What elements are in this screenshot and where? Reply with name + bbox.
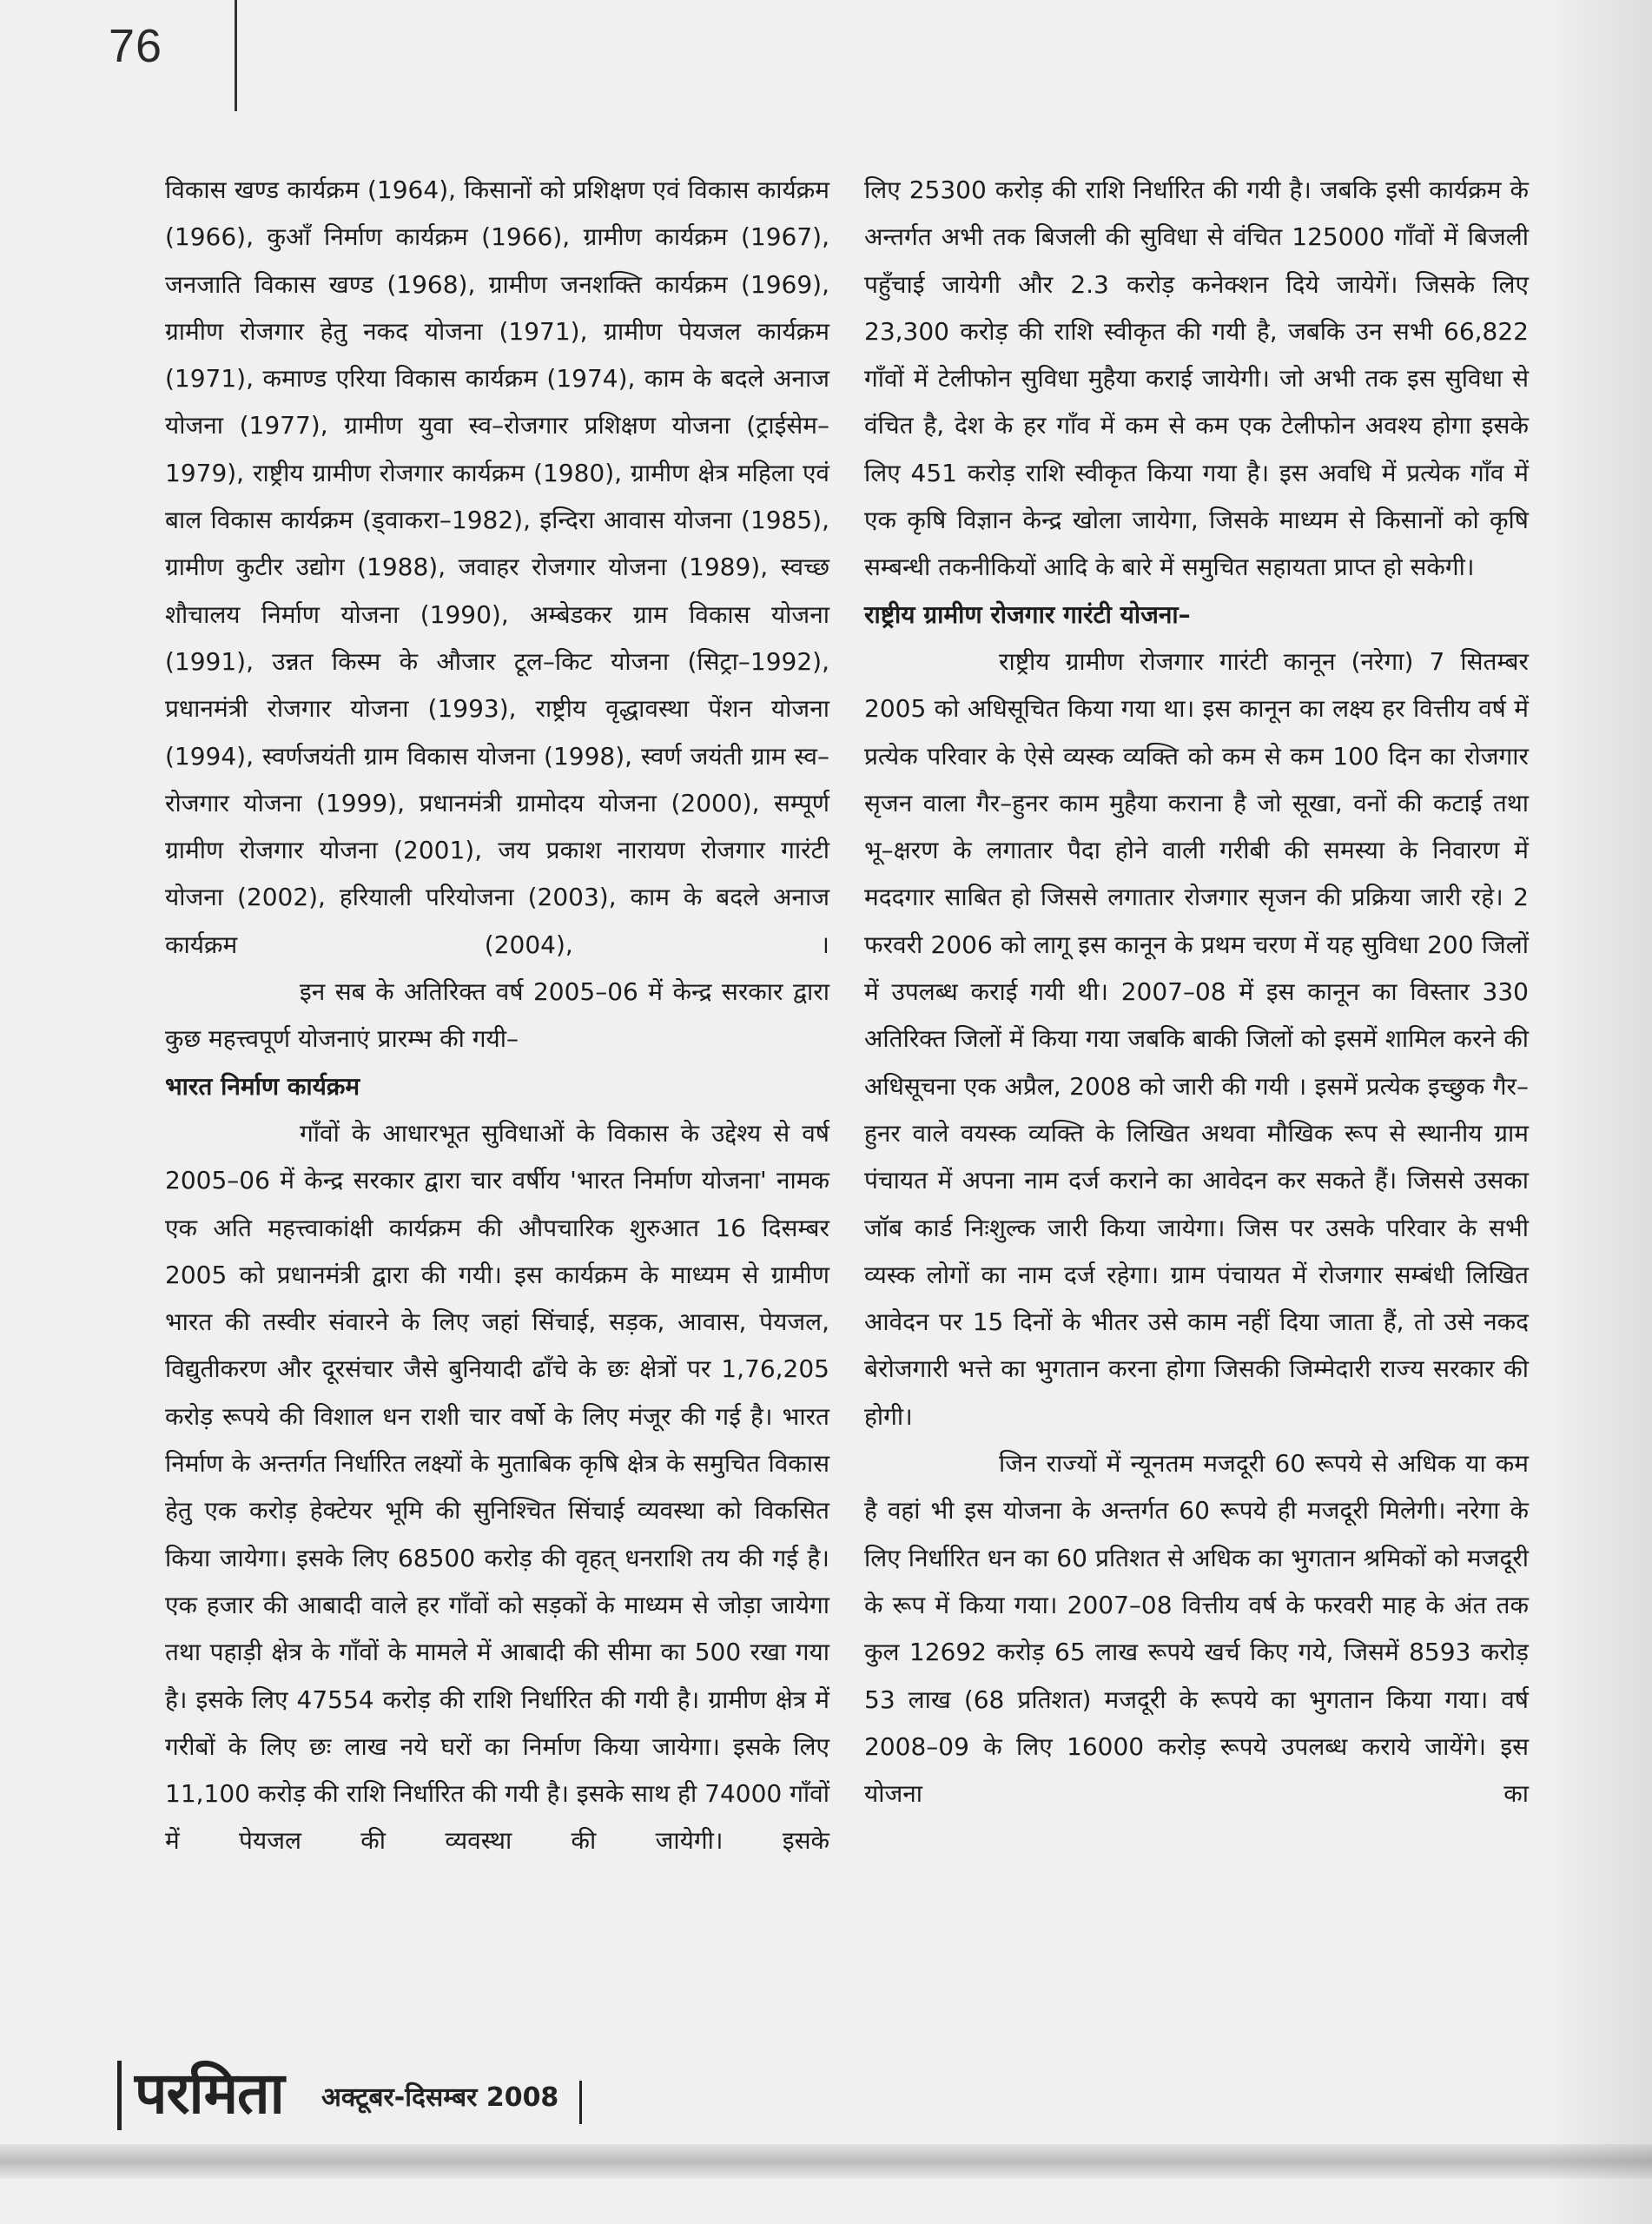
left-paragraph-1: विकास खण्ड कार्यक्रम (1964), किसानों को प्रशिक्षण एवं विकास कार्यक्रम (1966), कुआँ निर्माण कार्यक्रम (1966), ग्रामीण कार्यक्रम (1967), जनजाति विकास खण्ड (1968), ग्रामीण जनशक्ति कार्यक्रम (1969), ग्रामीण रोजगार हेतु नकद योजना (1971), ग्रामीण पेयजल कार्यक्रम (1971), कमाण्ड एरिया विकास कार्यक्रम (1974), काम के बदले अनाज योजना (1977), ग्रामीण युवा स्व–रोजगार प्रशिक्षण योजना (ट्राईसेम–1979), राष्ट्रीय ग्रामीण रोजगार कार्यक्रम (1980), ग्रामीण क्षेत्र महिला एवं बाल विकास कार्यक्रम (ड्वाकरा–1982), इन्दिरा आवास योजना (1985), ग्रामीण कुटीर उद्योग (1988), जवाहर रोजगार योजना (1989), स्वच्छ शौचालय निर्माण योजना (1990), अम्बेडकर ग्राम विकास योजना (1991), उन्नत किस्म के औजार टूल–किट योजना (सिट्रा–1992), प्रधानमंत्री रोजगार योजना (1993), राष्ट्रीय वृद्धावस्था पेंशन योजना (1994), स्वर्णजयंती ग्राम विकास योजना (1998), स्वर्ण जयंती ग्राम स्व–रोजगार योजना (1999), प्रधानमंत्री ग्रामोदय योजना (2000), सम्पूर्ण ग्रामीण रोजगार योजना (2001), जय प्रकाश नारायण रोजगार गारंटी योजना (2002), हरियाली परियोजना (2003), काम के बदले अनाज कार्यक्रम (2004), । [165, 175, 829, 959]
issue-date: अक्टूबर-दिसम्बर 2008 [321, 2082, 559, 2113]
footer-divider-right [579, 2081, 582, 2124]
magazine-logo: परमिता [135, 2060, 284, 2127]
left-column [165, 167, 829, 1865]
left-paragraph-2: इन सब के अतिरिक्त वर्ष 2005–06 में केन्द्र सरकार द्वारा कुछ महत्त्वपूर्ण योजनाएं प्रारम्भ की गयी– [165, 977, 829, 1054]
section-heading-nrega: राष्ट्रीय ग्रामीण रोजगार गारंटी योजना– [864, 599, 1191, 629]
right-paragraph-1: लिए 25300 करोड़ की राशि निर्धारित की गयी है। जबकि इसी कार्यक्रम के अन्तर्गत अभी तक बिजली की सुविधा से वंचित 125000 गाँवों में बिजली पहुँचाई जायेगी और 2.3 करोड़ कनेक्शन दिये जायेगें। जिसके लिए 23,300 करोड़ की राशि स्वीकृत की गयी है, जबकि उन सभी 66,822 गाँवों में टेलीफोन सुविधा मुहैया कराई जायेगी। जो अभी तक इस सुविधा से वंचित है, देश के हर गाँव में कम से कम एक टेलीफोन अवश्य होगा इसके लिए 451 करोड़ राशि स्वीकृत किया गया है। इस अवधि में प्रत्येक गाँव में एक कृषि विज्ञान केन्द्र खोला जायेगा, जिसके माध्यम से किसानों को कृषि सम्बन्धी तकनीकियों आदि के बारे में समुचित सहायता प्राप्त हो सकेगी। [864, 175, 1529, 582]
page-edge-shadow [1548, 0, 1652, 2224]
header-divider [235, 0, 237, 111]
right-paragraph-2: राष्ट्रीय ग्रामीण रोजगार गारंटी कानून (नरेगा) 7 सितम्बर 2005 को अधिसूचित किया गया था। इस कानून का लक्ष्य हर वित्तीय वर्ष में प्रत्येक परिवार के ऐसे व्यस्क व्यक्ति को कम से कम 100 दिन का रोजगार सृजन वाला गैर–हुनर काम मुहैया कराना है जो सूखा, वनों की कटाई तथा भू–क्षरण के लगातार पैदा होने वाली गरीबी की समस्या के निवारण में मददगार साबित हो जिससे लगातार रोजगार सृजन की प्रक्रिया जारी रहे। 2 फरवरी 2006 को लागू इस कानून के प्रथम चरण में यह सुविधा 200 जिलों में उपलब्ध कराई गयी थी। 2007–08 में इस कानून का विस्तार 330 अतिरिक्त जिलों में किया गया जबकि बाकी जिलों को इसमें शामिल करने की अधिसूचना एक अप्रैल, 2008 को जारी की गयी । इसमें प्रत्येक इच्छुक गैर–हुनर वाले वयस्क व्यक्ति के लिखित अथवा मौखिक रूप से स्थानीय ग्राम पंचायत में अपना नाम दर्ज कराने का आवेदन कर सकते हैं। जिससे उसका जॉब कार्ड निःशुल्क जारी किया जायेगा। जिस पर उसके परिवार के सभी व्यस्क लोगों का नाम दर्ज रहेगा। ग्राम पंचायत में रोजगार सम्बंधी लिखित आवेदन पर 15 दिनों के भीतर उसे काम नहीं दिया जाता हैं, तो उसे नकद बेरोजगारी भत्ते का भुगतान करना होगा जिसकी जिम्मेदारी राज्य सरकार की होगी। [864, 646, 1529, 1431]
section-heading-bharat-nirman: भारत निर्माण कार्यक्रम [165, 1071, 360, 1101]
footer-divider-left [117, 2061, 122, 2130]
page-number: 76 [109, 20, 163, 72]
left-paragraph-3: गाँवों के आधारभूत सुविधाओं के विकास के उद्देश्य से वर्ष 2005–06 में केन्द्र सरकार द्वारा चार वर्षीय 'भारत निर्माण योजना' नामक एक अति महत्त्वाकांक्षी कार्यक्रम की औपचारिक शुरुआत 16 दिसम्बर 2005 को प्रधानमंत्री द्वारा की गयी। इस कार्यक्रम के माध्यम से ग्रामीण भारत की तस्वीर संवारने के लिए जहां सिंचाई, सड़क, आवास, पेयजल, विद्युतीकरण और दूरसंचार जैसे बुनियादी ढाँचे के छः क्षेत्रों पर 1,76,205 करोड़ रूपये की विशाल धन राशी चार वर्षो के लिए मंजूर की गई है। भारत निर्माण के अन्तर्गत निर्धारित लक्ष्यों के मुताबिक कृषि क्षेत्र के समुचित विकास हेतु एक करोड़ हेक्टेयर भूमि की सुनिश्चित सिंचाई व्यवस्था को विकसित किया जायेगा। इसके लिए 68500 करोड़ की वृहत् धनराशि तय की गई है। एक हजार की आबादी वाले हर गाँवों को सड़कों के माध्यम से जोड़ा जायेगा तथा पहाड़ी क्षेत्र के गाँवों के मामले में आबादी की सीमा का 500 रखा गया है। इसके लिए 47554 करोड़ की राशि निर्धारित की गयी है। ग्रामीण क्षेत्र में गरीबों के लिए छः लाख नये घरों का निर्माण किया जायेगा। इसके लिए 11,100 करोड़ की राशि निर्धारित की गयी है। इसके साथ ही 74000 गाँवों में पेयजल की व्यवस्था की जायेगी। इसके [165, 1118, 829, 1856]
right-column [864, 167, 1529, 1817]
scan-binding-shadow [0, 2144, 1652, 2179]
right-paragraph-3: जिन राज्यों में न्यूनतम मजदूरी 60 रूपये से अधिक या कम है वहां भी इस योजना के अन्तर्गत 60 रूपये ही मजदूरी मिलेगी। नरेगा के लिए निर्धारित धन का 60 प्रतिशत से अधिक का भुगतान श्रमिकों को मजदूरी के रूप में किया गया। 2007–08 वित्तीय वर्ष के फरवरी माह के अंत तक कुल 12692 करोड़ 65 लाख रूपये खर्च किए गये, जिसमें 8593 करोड़ 53 लाख (68 प्रतिशत) मजदूरी के रूपये का भुगतान किया गया। वर्ष 2008–09 के लिए 16000 करोड़ रूपये उपलब्ध कराये जायेंगे। इस योजना का [864, 1449, 1529, 1809]
